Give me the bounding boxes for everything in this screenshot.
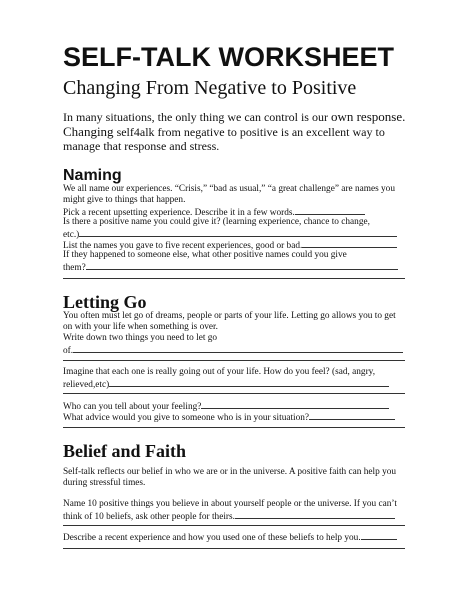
belief-text-line: Name 10 positive things you believe in about yourself people or the universe. If you can’t (63, 499, 397, 509)
letting-go-text-line: You often must let go of dreams, people or parts of your life. Letting go allows you to get (63, 311, 396, 321)
answer-line[interactable] (63, 427, 405, 428)
naming-prompt-row (63, 261, 406, 274)
naming-prompt: them? (63, 263, 86, 273)
intro-text-1: In many situations, the only thing we can control is our (63, 110, 331, 124)
naming-prompt: List the names you gave to five recent experiences, good or bad. (63, 241, 303, 251)
answer-line[interactable] (63, 525, 405, 526)
naming-prompt: etc.) (63, 230, 80, 240)
letting-go-text-line: Write down two things you need to let go (63, 333, 218, 343)
answer-line[interactable] (86, 261, 398, 270)
letting-go-prompt: Who can you tell about your feeling? (63, 402, 202, 412)
page-title: SELF-TALK WORKSHEET (63, 42, 394, 72)
letting-go-prompt-row (63, 411, 406, 424)
answer-line[interactable] (361, 531, 397, 540)
letting-go-prompt-row (63, 378, 406, 391)
naming-text-line: might give to things that happen. (63, 195, 186, 205)
answer-line[interactable] (109, 378, 389, 387)
belief-prompt: think of 10 beliefs, ask other people for theirs. (63, 512, 235, 522)
naming-prompt: Pick a recent upsetting experience. Describe it in a few words. (63, 208, 295, 218)
naming-text-line: Is there a positive name you could give it? (learning experience, chance to change, (63, 217, 370, 227)
answer-line[interactable] (63, 278, 405, 279)
page-subtitle: Changing From Negative to Positive (63, 77, 357, 99)
letting-go-prompt: relieved,etc) (63, 380, 110, 390)
naming-text-line: If they happened to someone else, what other positive names could you give (63, 250, 347, 260)
intro-paragraph (63, 110, 408, 154)
answer-line[interactable] (302, 239, 397, 248)
answer-line[interactable] (235, 510, 395, 519)
naming-heading: Naming (63, 167, 122, 184)
answer-line[interactable] (201, 400, 389, 409)
answer-line[interactable] (63, 360, 405, 361)
belief-prompt-row (63, 510, 406, 523)
belief-prompt: Describe a recent experience and how you used one of these beliefs to help you. (63, 533, 361, 543)
letting-go-text-line: on with your life when something is over. (63, 322, 218, 332)
letting-go-prompt: of. (63, 346, 74, 356)
letting-go-text-line: Imagine that each one is really going out of your life. How do you feel? (sad, angry, (63, 367, 376, 377)
answer-line[interactable] (309, 411, 395, 420)
answer-line[interactable] (63, 393, 405, 394)
intro-text-2: self4alk from negative to positive is an excellent way to manage that response and stress. (63, 124, 385, 153)
belief-prompt-row (63, 531, 406, 544)
answer-line[interactable] (73, 344, 403, 353)
answer-line[interactable] (63, 548, 405, 549)
naming-text-line: We all name our experiences. “Crisis,” “bad as usual,” “a great challenge” are names you (63, 184, 395, 194)
belief-heading: Belief and Faith (63, 441, 187, 461)
letting-go-heading: Letting Go (63, 292, 147, 312)
letting-go-prompt-row (63, 344, 406, 357)
intro-text-highlight: own response. Changing (63, 109, 406, 139)
letting-go-prompt: What advice would you give to someone who is in your situation? (63, 413, 310, 423)
answer-line[interactable] (295, 206, 365, 215)
belief-text-line: Self-talk reflects our belief in who we are or in the universe. A positive faith can help you (63, 467, 397, 477)
answer-line[interactable] (79, 228, 397, 237)
belief-text-line: during stressful times. (63, 478, 146, 488)
